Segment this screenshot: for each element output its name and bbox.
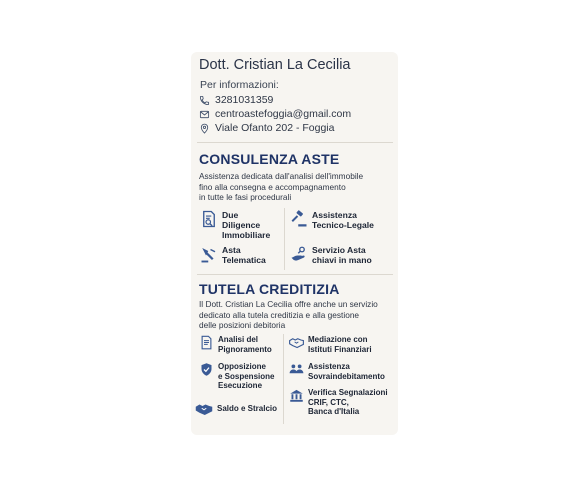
info-label: Per informazioni: <box>200 79 279 91</box>
service-opposizione: Opposizione e Sospensione Esecuzione <box>199 362 274 391</box>
document-icon <box>199 335 214 350</box>
mail-icon <box>199 109 210 120</box>
section-desc-consulenza: Assistenza dedicata dall'analisi dell'immobile fino alla consegna e accompagnamento in tutte le fasi procedurali <box>199 171 364 202</box>
divider <box>197 142 393 143</box>
handshake-icon <box>195 400 213 418</box>
service-assistenza-tecnico-legale: Assistenza Tecnico-Legale <box>290 210 374 230</box>
hand-key-icon <box>290 245 308 263</box>
service-saldo-stralcio: Saldo e Stralcio <box>195 400 277 418</box>
service-asta-telematica: Asta Telematica <box>200 245 266 265</box>
section-title-tutela: TUTELA CREDITIZIA <box>199 281 340 297</box>
location-pin-icon <box>199 123 210 134</box>
address-text: Viale Ofanto 202 - Foggia <box>215 122 335 134</box>
phone-text: 3281031359 <box>215 94 274 106</box>
divider <box>197 274 393 275</box>
phone-row[interactable] <box>199 93 273 107</box>
gavel-icon <box>290 210 308 228</box>
divider <box>283 334 284 424</box>
document-search-icon <box>200 210 218 228</box>
address-row[interactable] <box>199 121 334 135</box>
phone-icon <box>199 95 210 106</box>
email-row[interactable] <box>199 107 351 121</box>
shield-icon <box>199 362 214 377</box>
service-chiavi-in-mano: Servizio Asta chiavi in mano <box>290 245 372 265</box>
service-mediazione: Mediazione con Istituti Finanziari <box>289 335 372 354</box>
auction-hammer-icon <box>200 245 218 263</box>
section-desc-tutela: Il Dott. Cristian La Cecilia offre anche un servizio dedicato alla tutela creditizia e alla gestione delle posizioni debitoria <box>199 299 378 330</box>
divider <box>284 208 285 270</box>
people-icon <box>289 362 304 377</box>
bank-icon <box>289 388 304 403</box>
service-due-diligence: Due Diligence Immobiliare <box>200 210 270 240</box>
service-verifica-segnalazioni: Verifica Segnalazioni CRIF, CTC, Banca d'Italia <box>289 388 388 417</box>
section-title-consulenza: CONSULENZA ASTE <box>199 151 340 167</box>
person-name: Dott. Cristian La Cecilia <box>199 57 351 73</box>
service-sovraindebitamento: Assistenza Sovraindebitamento <box>289 362 385 381</box>
handshake-icon <box>289 335 304 350</box>
service-analisi-pignoramento: Analisi del Pignoramento <box>199 335 272 354</box>
email-text: centroastefoggia@gmail.com <box>215 108 352 120</box>
